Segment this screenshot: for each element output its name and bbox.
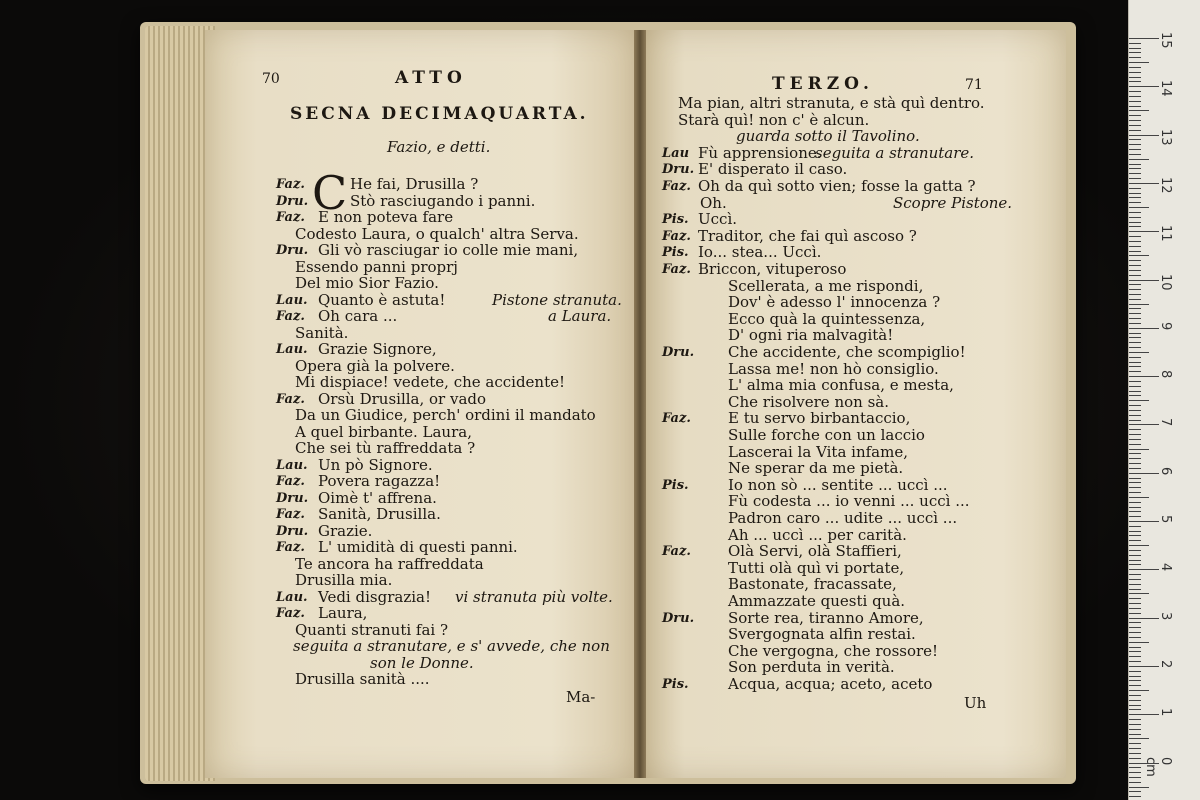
scene-title: SECNA DECIMAQUARTA. xyxy=(290,104,589,124)
verse-line: Povera ragazza! xyxy=(318,472,441,490)
verse-line: Scellerata, a me rispondi, xyxy=(728,276,924,295)
speaker-label: Lau. xyxy=(276,292,308,308)
ruler-tick xyxy=(1129,299,1141,300)
ruler-tick xyxy=(1129,767,1141,768)
ruler-label: 8 xyxy=(1158,370,1173,379)
ruler-tick xyxy=(1129,284,1141,285)
verse-line: Lascerai la Vita infame, xyxy=(728,442,908,461)
verse-line: Olà Servi, olà Staffieri, xyxy=(728,542,902,561)
ruler-tick xyxy=(1129,507,1141,508)
ruler-tick xyxy=(1129,690,1149,691)
ruler-label: 3 xyxy=(1158,611,1173,620)
ruler-tick xyxy=(1129,154,1141,155)
speaker-label: Faz. xyxy=(662,179,691,194)
ruler-tick xyxy=(1129,796,1141,797)
verse-line: L' alma mia confusa, e mesta, xyxy=(728,376,954,395)
verse-line: D' ogni ria malvagità! xyxy=(728,326,894,345)
verse-line: Bastonate, fracassate, xyxy=(728,575,897,594)
verse-line: Quanti stranuti fai ? xyxy=(295,620,449,639)
ruler-tick xyxy=(1129,255,1149,256)
running-head-left: ATTO xyxy=(395,68,467,88)
ruler-tick xyxy=(1129,337,1141,338)
speaker-label: Faz. xyxy=(662,228,691,244)
book-gutter xyxy=(634,30,646,778)
ruler-tick xyxy=(1129,473,1159,474)
ruler-tick xyxy=(1129,453,1141,454)
ruler-tick xyxy=(1129,511,1141,512)
ruler-tick xyxy=(1129,106,1141,107)
verse-line: Del mio Sior Fazio. xyxy=(295,274,439,292)
ruler-tick xyxy=(1129,96,1141,97)
ruler-label: 14 xyxy=(1158,80,1173,97)
ruler-tick xyxy=(1129,738,1149,739)
ruler-tick xyxy=(1129,564,1141,565)
ruler-tick xyxy=(1129,110,1149,111)
ruler-tick xyxy=(1129,627,1141,628)
ruler-tick xyxy=(1129,101,1141,102)
ruler-label: 7 xyxy=(1158,418,1173,427)
verse-line: Grazie Signore, xyxy=(318,340,437,358)
ruler-label: 9 xyxy=(1158,321,1173,331)
ruler-tick xyxy=(1129,593,1149,594)
stage-direction: a Laura. xyxy=(548,307,612,325)
verse-line: Dov' è adesso l' innocenza ? xyxy=(728,293,941,312)
ruler-tick xyxy=(1129,753,1141,754)
speaker-label: Faz. xyxy=(276,540,305,555)
speaker-label: Lau. xyxy=(276,342,308,357)
verse-line: L' umidità di questi panni. xyxy=(318,538,518,556)
ruler-tick xyxy=(1129,342,1141,343)
ruler-label: 5 xyxy=(1158,515,1173,524)
speaker-label: Faz. xyxy=(276,474,305,489)
verse-line: Ammazzate questi quà. xyxy=(728,592,906,610)
verse-line: Acqua, acqua; aceto, aceto xyxy=(728,675,933,693)
ruler-tick xyxy=(1129,217,1141,218)
ruler-label: 2 xyxy=(1158,659,1173,669)
verse-line: Che sei tù raffreddata ? xyxy=(295,439,476,457)
ruler-tick xyxy=(1129,642,1149,643)
verse-line: Sanità, Drusilla. xyxy=(318,505,441,523)
verse-line: Oh cara ... xyxy=(318,307,398,325)
ruler-tick xyxy=(1129,197,1141,198)
catchword-right: Uh xyxy=(964,694,987,712)
ruler-tick xyxy=(1129,724,1141,725)
stage-direction: seguita a stranutare, e s' avvede, che non xyxy=(293,637,610,655)
ruler-tick xyxy=(1129,637,1141,638)
ruler-tick xyxy=(1129,304,1149,305)
verse-line: Da un Giudice, perch' ordini il mandato xyxy=(295,406,596,424)
verse-line: Sulle forche con un laccio xyxy=(728,426,925,444)
verse-line: Drusilla mia. xyxy=(295,571,393,589)
ruler-tick xyxy=(1129,535,1141,536)
ruler-tick xyxy=(1129,168,1141,169)
ruler-tick xyxy=(1129,598,1141,599)
ruler-tick xyxy=(1129,67,1141,68)
verse-line: Ecco quà la quintessenza, xyxy=(728,309,926,328)
ruler-tick xyxy=(1129,671,1141,672)
ruler-tick xyxy=(1129,405,1141,406)
ruler-tick xyxy=(1129,202,1141,203)
ruler-tick xyxy=(1129,782,1141,783)
verse-line: He fai, Drusilla ? xyxy=(350,175,479,193)
ruler-tick xyxy=(1129,729,1141,730)
ruler-tick xyxy=(1129,52,1141,53)
ruler-tick xyxy=(1129,603,1141,604)
speaker-label: Pis. xyxy=(662,245,689,261)
speaker-label: Dru. xyxy=(662,610,695,626)
ruler-tick xyxy=(1129,569,1159,570)
verse-line: Drusilla sanità .... xyxy=(295,670,430,688)
ruler-tick xyxy=(1129,758,1141,759)
ruler-tick xyxy=(1129,38,1159,39)
ruler-tick xyxy=(1129,72,1141,73)
ruler-tick xyxy=(1129,362,1141,363)
ruler-tick xyxy=(1129,526,1141,527)
ruler-tick xyxy=(1129,415,1141,416)
verse-line: Io... stea... Uccì. xyxy=(698,243,822,262)
verse-line: Che accidente, che scompiglio! xyxy=(728,343,966,361)
verse-line: Io non sò ... sentite ... uccì ... xyxy=(728,475,948,494)
ruler-tick xyxy=(1129,226,1141,227)
ruler-tick xyxy=(1129,560,1141,561)
verse-line: Mi dispiace! vedete, che accidente! xyxy=(295,373,566,391)
ruler-tick xyxy=(1129,308,1141,309)
speaker-label: Faz. xyxy=(276,606,305,621)
drop-cap: C xyxy=(312,166,348,220)
ruler-tick xyxy=(1129,574,1141,575)
ruler-tick xyxy=(1129,743,1141,744)
ruler-tick xyxy=(1129,125,1141,126)
ruler-tick xyxy=(1129,748,1141,749)
speaker-label: Lau xyxy=(662,145,690,161)
verse-line: Quanto è astuta! xyxy=(318,290,446,309)
ruler-tick xyxy=(1129,429,1141,430)
verse-line: Padron caro ... udite ... uccì ... xyxy=(728,509,958,527)
ruler-tick xyxy=(1129,410,1141,411)
ruler-tick xyxy=(1129,357,1141,358)
ruler-tick xyxy=(1129,482,1141,483)
ruler-tick xyxy=(1129,584,1141,585)
ruler-tick xyxy=(1129,376,1159,377)
ruler-tick xyxy=(1129,328,1159,329)
verse-line: Stò rasciugando i panni. xyxy=(350,191,536,210)
ruler-tick xyxy=(1129,280,1159,281)
ruler-tick xyxy=(1129,115,1141,116)
verse-line: Sanità. xyxy=(295,323,349,342)
speaker-label: Faz. xyxy=(276,177,305,192)
ruler-tick xyxy=(1129,589,1141,590)
ruler-tick xyxy=(1129,193,1141,194)
ruler-tick xyxy=(1129,381,1141,382)
ruler-tick xyxy=(1129,43,1141,44)
ruler-tick xyxy=(1129,212,1141,213)
ruler-tick xyxy=(1129,391,1141,392)
catchword-left: Ma- xyxy=(566,688,596,706)
verse-line: Che risolvere non sà. xyxy=(728,392,889,411)
speaker-label: Dru. xyxy=(276,523,309,539)
ruler-tick xyxy=(1129,130,1141,131)
ruler-tick xyxy=(1129,333,1141,334)
ruler-tick xyxy=(1129,444,1141,445)
ruler-tick xyxy=(1129,246,1141,247)
ruler-tick xyxy=(1129,352,1149,353)
ruler-tick xyxy=(1129,260,1141,261)
verse-line: Vedi disgrazia! xyxy=(318,587,431,606)
ruler-label: 13 xyxy=(1158,128,1173,146)
ruler-tick xyxy=(1129,48,1141,49)
ruler-tick xyxy=(1129,149,1141,150)
speaker-label: Dru. xyxy=(276,490,309,506)
ruler-tick xyxy=(1129,705,1141,706)
ruler-tick xyxy=(1129,502,1141,503)
verse-line: Lassa me! non hò consiglio. xyxy=(728,359,939,378)
ruler-tick xyxy=(1129,468,1141,469)
ruler-tick xyxy=(1129,120,1141,121)
ruler-label: 0 cm xyxy=(1143,756,1173,777)
verse-line: Laura, xyxy=(318,604,368,622)
verse-line: Che vergogna, che rossore! xyxy=(728,641,939,660)
verse-line: Sorte rea, tiranno Amore, xyxy=(728,608,924,627)
stage-direction: Scopre Pistone. xyxy=(893,193,1013,212)
ruler-tick xyxy=(1129,685,1141,686)
page-number-left: 70 xyxy=(262,71,280,87)
speaker-label: Lau. xyxy=(276,457,308,473)
speaker-label: Dru. xyxy=(276,243,309,258)
ruler-label: 1 xyxy=(1158,708,1173,717)
speaker-label: Faz. xyxy=(276,210,305,225)
ruler-tick xyxy=(1129,400,1149,401)
ruler-tick xyxy=(1129,676,1141,677)
ruler-tick xyxy=(1129,178,1141,179)
ruler-tick xyxy=(1129,222,1141,223)
verse-line: Grazie. xyxy=(318,521,373,540)
speaker-label: Faz. xyxy=(276,507,305,522)
ruler-tick xyxy=(1129,159,1149,160)
ruler-tick xyxy=(1129,777,1141,778)
stage-direction: vi stranuta più volte. xyxy=(455,587,613,606)
verse-line: E non poteva fare xyxy=(318,208,454,226)
ruler-tick xyxy=(1129,531,1141,532)
verse-line: Uccì. xyxy=(698,210,738,229)
ruler-tick xyxy=(1129,144,1141,145)
speaker-label: Faz. xyxy=(662,544,691,560)
ruler-label: 12 xyxy=(1158,176,1173,194)
ruler-tick xyxy=(1129,164,1141,165)
ruler-tick xyxy=(1129,608,1141,609)
ruler-tick xyxy=(1129,714,1159,715)
ruler-tick xyxy=(1129,632,1141,633)
ruler-tick xyxy=(1129,313,1141,314)
ruler-tick xyxy=(1129,275,1141,276)
verse-line: E tu servo birbantaccio, xyxy=(728,409,911,428)
verse-line: E' disperato il caso. xyxy=(698,160,848,179)
verse-line: Fù codesta ... io venni ... uccì ... xyxy=(728,492,970,511)
verse-line: Ne sperar da me pietà. xyxy=(728,459,904,478)
ruler-tick xyxy=(1129,91,1141,92)
ruler-tick xyxy=(1129,791,1141,792)
verse-line: Oh da quì sotto vien; fosse la gatta ? xyxy=(698,177,976,195)
ruler-tick xyxy=(1129,207,1149,208)
ruler-tick xyxy=(1129,270,1141,271)
ruler-tick xyxy=(1129,695,1141,696)
ruler-tick xyxy=(1129,647,1141,648)
ruler-tick xyxy=(1129,772,1141,773)
ruler-tick xyxy=(1129,347,1141,348)
speaker-label: Pis. xyxy=(662,477,689,493)
ruler-tick xyxy=(1129,680,1141,681)
verse-line: Svergognata alfin restai. xyxy=(728,625,916,644)
verse-line: Orsù Drusilla, or vado xyxy=(318,389,487,408)
ruler-tick xyxy=(1129,613,1141,614)
ruler-tick xyxy=(1129,618,1159,619)
ruler-tick xyxy=(1129,183,1159,184)
verse-line: Son perduta in verità. xyxy=(728,658,895,677)
ruler-tick xyxy=(1129,424,1159,425)
verse-line: Ah ... uccì ... per carità. xyxy=(728,525,907,544)
speaker-label: Dru. xyxy=(276,193,309,209)
ruler-tick xyxy=(1129,540,1141,541)
ruler-tick xyxy=(1129,265,1141,266)
ruler-tick xyxy=(1129,545,1149,546)
ruler-tick xyxy=(1129,478,1141,479)
ruler-tick xyxy=(1129,294,1141,295)
ruler-tick xyxy=(1129,656,1141,657)
ruler-tick xyxy=(1129,492,1141,493)
verse-line: Traditor, che fai quì ascoso ? xyxy=(698,226,917,245)
ruler-tick xyxy=(1129,139,1141,140)
ruler-tick xyxy=(1129,434,1141,435)
speaker-label: Faz. xyxy=(662,262,691,277)
ruler-tick xyxy=(1129,497,1149,498)
verse-line: Oimè t' affrena. xyxy=(318,488,437,507)
stage-direction: son le Donne. xyxy=(370,653,474,672)
ruler-tick xyxy=(1129,487,1141,488)
ruler-tick xyxy=(1129,734,1141,735)
ruler-tick xyxy=(1129,521,1159,522)
ruler-tick xyxy=(1129,439,1141,440)
ruler-tick xyxy=(1129,700,1141,701)
ruler-tick xyxy=(1129,81,1141,82)
ruler-tick xyxy=(1129,236,1141,237)
speaker-label: Pis. xyxy=(662,677,689,692)
running-head-right: TERZO. xyxy=(772,74,874,94)
page-number-right: 71 xyxy=(965,77,983,93)
ruler-tick xyxy=(1129,371,1141,372)
verse-line: Starà quì! non c' è alcun. xyxy=(678,110,870,129)
verse-line: Briccon, vituperoso xyxy=(698,260,847,278)
ruler-tick xyxy=(1129,386,1141,387)
verse-line: Oh. xyxy=(700,193,727,212)
ruler-tick xyxy=(1129,709,1141,710)
ruler-label: 6 xyxy=(1158,466,1173,475)
ruler-label: 15 xyxy=(1158,32,1173,49)
verse-line: Fù apprensione. xyxy=(698,143,822,162)
verse-line: A quel birbante. Laura, xyxy=(295,422,472,441)
ruler-tick xyxy=(1129,173,1141,174)
stage-direction: seguita a stranutare. xyxy=(815,143,975,162)
ruler-tick xyxy=(1129,77,1141,78)
ruler-tick xyxy=(1129,420,1141,421)
ruler-tick xyxy=(1129,323,1141,324)
verse-line: Opera già la polvere. xyxy=(295,356,455,375)
ruler-tick xyxy=(1129,57,1141,58)
speaker-label: Lau. xyxy=(276,589,308,605)
ruler-tick xyxy=(1129,550,1141,551)
ruler-tick xyxy=(1129,251,1141,252)
verse-line: Codesto Laura, o qualch' altra Serva. xyxy=(295,224,579,243)
ruler-tick xyxy=(1129,366,1141,367)
ruler-tick xyxy=(1129,289,1141,290)
ruler-tick xyxy=(1129,651,1141,652)
ruler-label: 4 xyxy=(1158,563,1173,572)
verse-line: Gli vò rasciugar io colle mie mani, xyxy=(318,241,579,259)
ruler-tick xyxy=(1129,555,1141,556)
speaker-label: Pis. xyxy=(662,212,689,228)
ruler-tick xyxy=(1129,787,1149,788)
ruler-tick xyxy=(1129,458,1141,459)
measuring-ruler xyxy=(1128,0,1200,800)
ruler-tick xyxy=(1129,188,1141,189)
ruler-tick xyxy=(1129,463,1141,464)
stage-direction: guarda sotto il Tavolino. xyxy=(736,127,920,146)
ruler-tick xyxy=(1129,666,1159,667)
speaker-label: Faz. xyxy=(276,309,305,324)
verse-line: Essendo panni proprj xyxy=(295,257,458,276)
scene-cast: Fazio, e detti. xyxy=(387,138,491,156)
ruler-tick xyxy=(1129,449,1149,450)
ruler-tick xyxy=(1129,661,1141,662)
speaker-label: Faz. xyxy=(662,411,691,427)
ruler-label: 11 xyxy=(1158,225,1173,242)
ruler-tick xyxy=(1129,516,1141,517)
ruler-tick xyxy=(1129,719,1141,720)
ruler-tick xyxy=(1129,135,1159,136)
ruler-tick xyxy=(1129,86,1159,87)
speaker-label: Dru. xyxy=(662,345,695,360)
verse-line: Tutti olà quì vi portate, xyxy=(728,558,905,577)
ruler-tick xyxy=(1129,622,1141,623)
ruler-tick xyxy=(1129,241,1141,242)
speaker-label: Dru. xyxy=(662,162,695,178)
stage-direction: Pistone stranuta. xyxy=(492,290,622,309)
ruler-tick xyxy=(1129,62,1149,63)
ruler-tick xyxy=(1129,579,1141,580)
verse-line: Te ancora ha raffreddata xyxy=(295,554,484,573)
ruler-tick xyxy=(1129,231,1159,232)
verse-line: Ma pian, altri stranuta, e stà quì dentro. xyxy=(678,94,985,112)
speaker-label: Faz. xyxy=(276,391,305,407)
ruler-tick xyxy=(1129,318,1141,319)
ruler-label: 10 xyxy=(1158,273,1173,291)
ruler-tick xyxy=(1129,395,1141,396)
verse-line: Un pò Signore. xyxy=(318,455,433,474)
